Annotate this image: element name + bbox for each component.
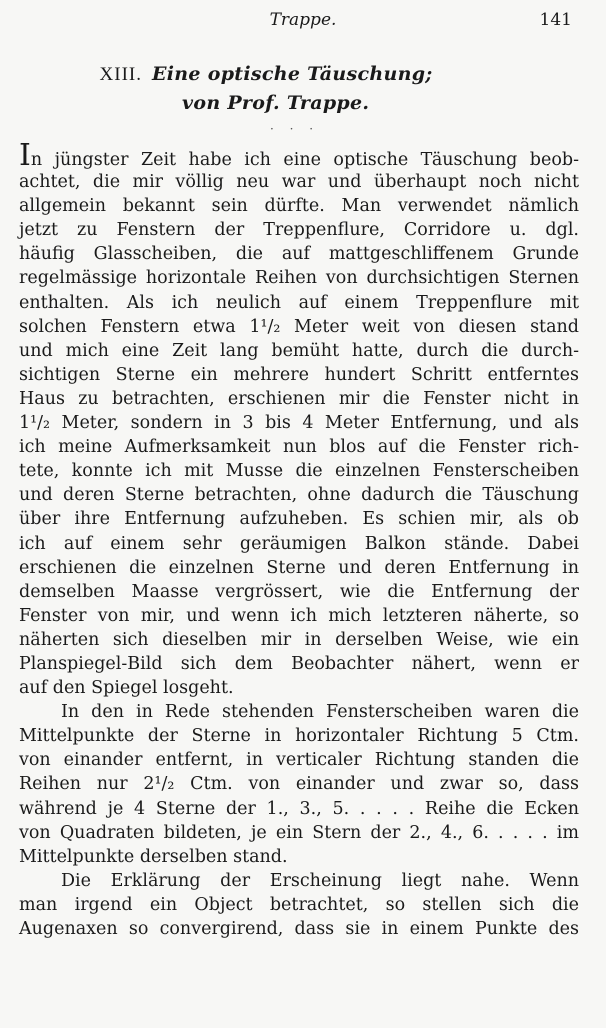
text-line xyxy=(19,242,579,266)
text-line xyxy=(19,556,579,580)
line-text: Planspiegel-Bild sich dem Beobachter nähert, wenn er xyxy=(19,653,579,674)
line-text: tete, konnte ich mit Musse die einzelnen Fensterscheiben xyxy=(19,461,579,482)
text-line xyxy=(19,797,579,821)
line-text: allgemein bekannt sein dürfte. Man verwendet nämlich xyxy=(19,196,579,217)
text-line xyxy=(19,291,579,315)
running-head xyxy=(0,10,606,36)
line-text: ich auf einem sehr geräumigen Balkon stände. Dabei xyxy=(19,533,579,554)
text-line xyxy=(19,218,579,242)
text-line xyxy=(19,194,579,218)
text-line xyxy=(19,580,579,604)
text-line xyxy=(19,676,579,700)
text-line xyxy=(19,459,579,483)
text-line xyxy=(19,483,579,507)
text-line xyxy=(19,363,579,387)
page-number: 141 xyxy=(539,10,572,30)
line-text: man irgend ein Object betrachtet, so stellen sich die xyxy=(19,894,579,915)
text-line xyxy=(19,604,579,628)
line-text: ich meine Aufmerksamkeit nun blos auf die Fenster rich- xyxy=(19,437,579,458)
text-line xyxy=(19,724,579,748)
article-author: von Prof. Trappe. xyxy=(182,92,370,114)
text-line xyxy=(19,315,579,339)
article-number: XIII. xyxy=(99,64,142,85)
line-text: jetzt zu Fenstern der Treppenflure, Corridore u. dgl. xyxy=(19,220,579,241)
line-text: enthalten. Als ich neulich auf einem Treppenflure mit xyxy=(19,292,579,313)
line-text: häufig Glasscheiben, die auf mattgeschliffenem Grunde xyxy=(19,244,579,265)
text-line xyxy=(19,532,579,556)
line-text: Reihen nur 2¹/₂ Ctm. von einander und zwar so, dass xyxy=(19,774,579,795)
text-line xyxy=(19,652,579,676)
line-text: n jüngster Zeit habe ich eine optische Täuschung beob- xyxy=(30,150,579,170)
line-text: solchen Fenstern etwa 1¹/₂ Meter weit von diesen stand xyxy=(19,316,579,337)
text-line xyxy=(19,507,579,531)
drop-cap: I xyxy=(19,138,31,173)
line-text: erschienen die einzelnen Sterne und deren Entfernung in xyxy=(19,557,579,578)
line-text: und deren Sterne betrachten, ohne dadurch die Täuschung xyxy=(19,485,579,506)
line-text: während je 4 Sterne der 1., 3., 5. . . . . Reihe die Ecken xyxy=(19,798,579,819)
text-line xyxy=(19,917,579,941)
text-line xyxy=(19,411,579,435)
line-text: Fenster von mir, und wenn ich mich letzteren näherte, so xyxy=(19,605,579,626)
article-title: Eine optische Täuschung; xyxy=(152,63,433,85)
text-line xyxy=(19,748,579,772)
text-line xyxy=(19,893,579,917)
text-line xyxy=(19,869,579,893)
line-text: demselben Maasse vergrössert, wie die Entfernung der xyxy=(19,581,579,602)
article-heading xyxy=(70,60,550,117)
text-line xyxy=(19,387,579,411)
line-text: Die Erklärung der Erscheinung liegt nahe. Wenn xyxy=(61,870,579,891)
body-text xyxy=(19,138,579,941)
text-line xyxy=(19,845,579,869)
line-text: über ihre Entfernung aufzuheben. Es schien mir, als ob xyxy=(19,509,579,530)
line-text: Haus zu betrachten, erschienen mir die Fenster nicht in xyxy=(19,388,579,409)
text-line xyxy=(19,700,579,724)
line-text: auf den Spiegel losgeht. xyxy=(19,678,234,699)
text-line xyxy=(19,170,579,194)
line-text: von einander entfernt, in verticaler Richtung standen die xyxy=(19,750,579,771)
line-text: achtet, die mir völlig neu war und überhaupt noch nicht xyxy=(19,172,579,193)
line-text: In den in Rede stehenden Fensterscheiben waren die xyxy=(61,702,579,723)
line-text: sichtigen Sterne ein mehrere hundert Schritt entferntes xyxy=(19,364,579,385)
text-line xyxy=(19,266,579,290)
text-line xyxy=(19,435,579,459)
text-line xyxy=(19,628,579,652)
text-line xyxy=(19,138,579,173)
line-text: näherten sich dieselben mir in derselben Weise, wie ein xyxy=(19,629,579,650)
line-text: regelmässige horizontale Reihen von durchsichtigen Sternen xyxy=(19,268,579,289)
line-text: und mich eine Zeit lang bemüht hatte, durch die durch- xyxy=(19,340,579,361)
text-line xyxy=(19,339,579,363)
text-line xyxy=(19,772,579,796)
line-text: Mittelpunkte derselben stand. xyxy=(19,846,288,867)
separator-dots: · · · xyxy=(270,122,320,136)
line-text: Augenaxen so convergirend, dass sie in einem Punkte des xyxy=(19,919,579,939)
line-text: Mittelpunkte der Sterne in horizontaler Richtung 5 Ctm. xyxy=(19,726,579,747)
line-text: 1¹/₂ Meter, sondern in 3 bis 4 Meter Entfernung, und als xyxy=(19,413,579,434)
text-line xyxy=(19,821,579,845)
line-text: von Quadraten bildeten, je ein Stern der 2., 4., 6. . . . . im xyxy=(19,822,579,843)
running-title: Trappe. xyxy=(269,10,337,30)
